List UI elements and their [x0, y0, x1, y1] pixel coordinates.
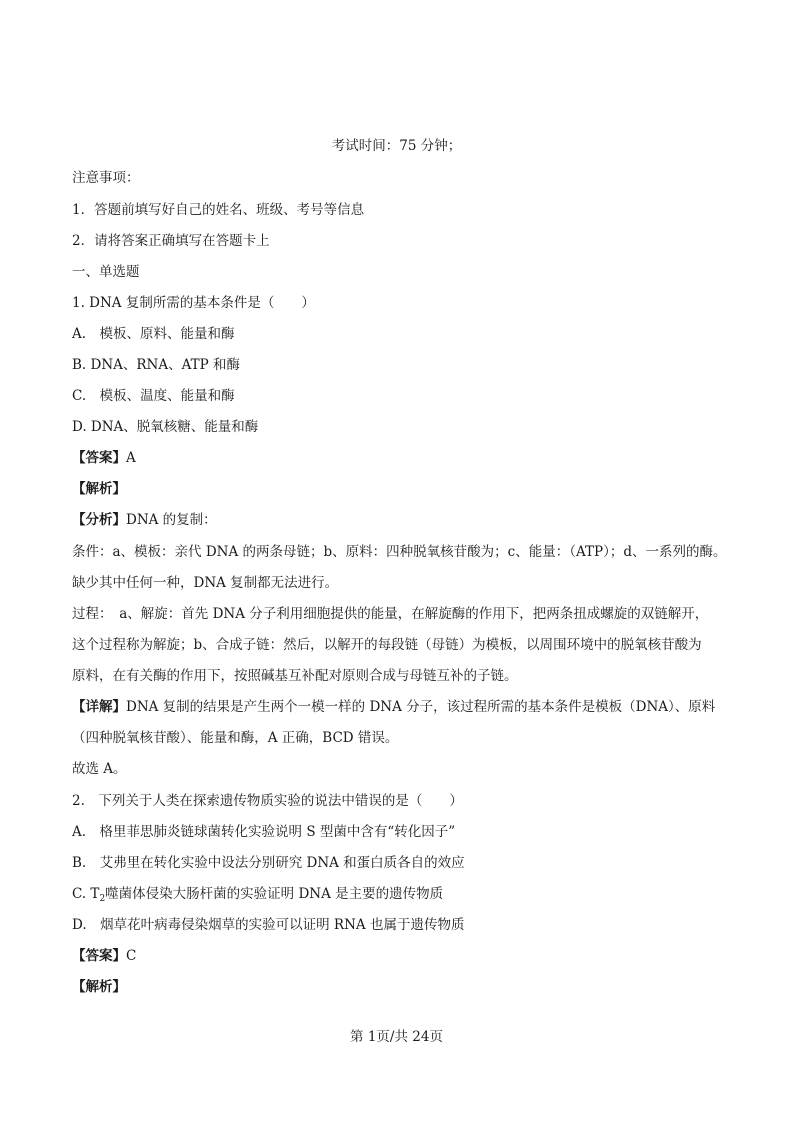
q2-stem: 2. 下列关于人类在探索遗传物质实验的说法中错误的是（ ） — [72, 793, 463, 809]
fenxi-tag: 【分析】 — [72, 512, 126, 528]
notice-item-2: 2．请将答案正确填写在答题卡上 — [72, 233, 270, 249]
q1-detail-line-1 — [72, 698, 715, 716]
notice-item-1: 1．答题前填写好自己的姓名、班级、考号等信息 — [72, 202, 365, 218]
q2-option-b: B. 艾弗里在转化实验中设法分别研究 DNA 和蛋白质各自的效应 — [72, 855, 465, 871]
q1-option-c: C. 模板、温度、能量和酶 — [72, 388, 235, 404]
q1-fenxi — [72, 511, 217, 529]
section-title: 一、单选题 — [72, 264, 140, 280]
q1-condition-line-2: 缺少其中任何一种，DNA 复制都无法进行。 — [72, 575, 339, 591]
detail-text: DNA 复制的结果是产生两个一模一样的 DNA 分子，该过程所需的基本条件是模板（DNA）、原料 — [126, 699, 716, 715]
detail-tag: 【详解】 — [72, 699, 126, 715]
answer-value: C — [126, 948, 137, 964]
q1-stem: 1. DNA 复制所需的基本条件是（ ） — [72, 295, 315, 311]
answer-tag: 【答案】 — [72, 948, 126, 964]
q1-analysis-tag: 【解析】 — [72, 481, 126, 497]
page-footer: 第 1页/共 24页 — [350, 1029, 443, 1045]
q2-analysis-tag: 【解析】 — [72, 979, 126, 995]
q1-answer — [72, 449, 136, 467]
exam-time: 考试时间：75 分钟； — [331, 138, 462, 154]
answer-value: A — [126, 450, 136, 466]
q1-conclusion: 故选 A。 — [72, 761, 127, 777]
q1-option-b: B. DNA、RNA、ATP 和酶 — [72, 357, 241, 373]
q1-condition-line-1: 条件：a、模板：亲代 DNA 的两条母链；b、原料：四种脱氧核苷酸为；c、能量：（ATP）；d、一系列的酶。 — [72, 544, 727, 560]
q2-option-a: A. 格里菲思肺炎链球菌转化实验说明 S 型菌中含有“转化因子” — [72, 824, 456, 840]
q2-option-c — [72, 885, 443, 908]
notice-title: 注意事项： — [72, 170, 140, 186]
option-c-prefix: C. T — [72, 886, 100, 902]
q1-option-d: D. DNA、脱氧核糖、能量和酶 — [72, 419, 259, 435]
q1-option-a: A. 模板、原料、能量和酶 — [72, 326, 235, 342]
q1-process-line-1: 过程： a、解旋：首先 DNA 分子利用细胞提供的能量，在解旋酶的作用下，把两条扭成螺旋的双链解开， — [72, 606, 709, 622]
q2-answer — [72, 947, 136, 965]
option-c-subscript: 2 — [99, 894, 106, 904]
fenxi-text: DNA 的复制： — [126, 512, 217, 528]
answer-tag: 【答案】 — [72, 450, 126, 466]
q1-process-line-2: 这个过程称为解旋；b、合成子链：然后，以解开的每段链（母链）为模板，以周围环境中的脱氧核苷酸为 — [72, 637, 702, 653]
q2-option-d: D. 烟草花叶病毒侵染烟草的实验可以证明 RNA 也属于遗传物质 — [72, 917, 465, 933]
q1-detail-line-2: （四种脱氧核苷酸）、能量和酶，A 正确，BCD 错误。 — [72, 730, 399, 746]
option-c-rest: 噬菌体侵染大肠杆菌的实验证明 DNA 是主要的遗传物质 — [105, 886, 444, 902]
q1-process-line-3: 原料，在有关酶的作用下，按照碱基互补配对原则合成与母链互补的子链。 — [72, 668, 518, 684]
